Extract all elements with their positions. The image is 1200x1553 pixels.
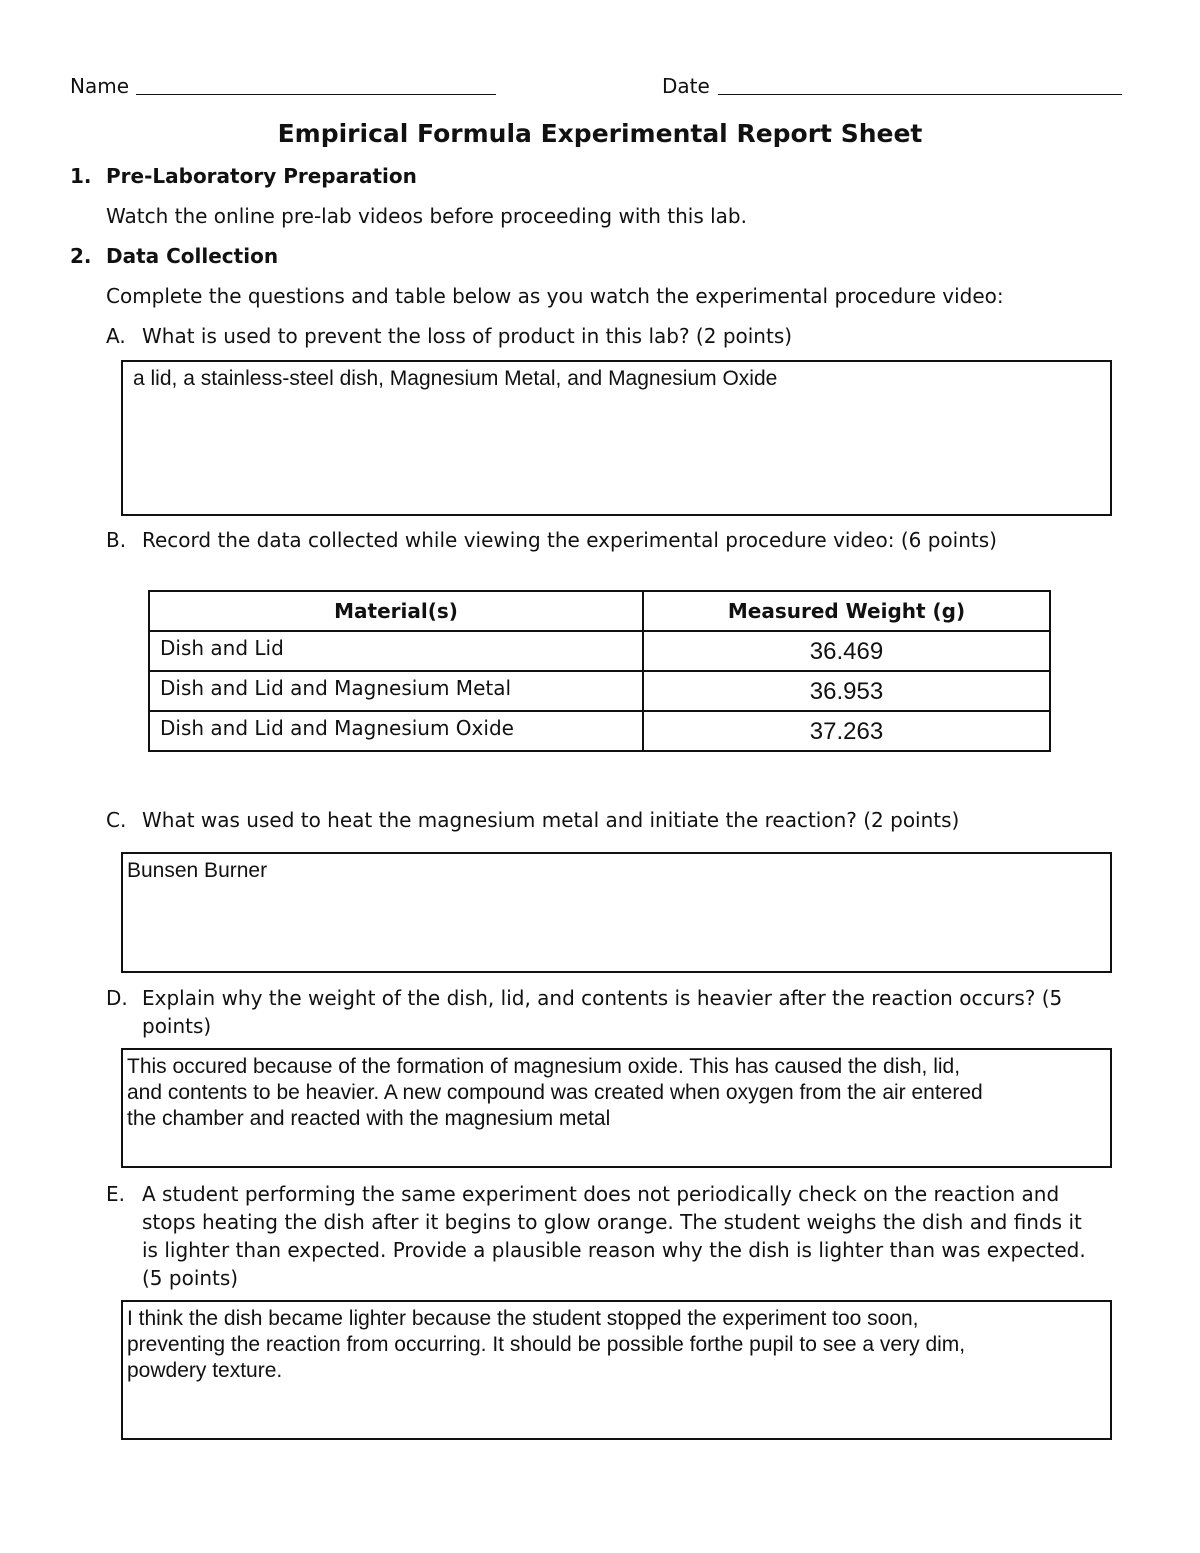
question-a-letter: A. xyxy=(106,324,126,348)
question-e-text-line1: A student performing the same experiment does not periodically check on the reaction and xyxy=(142,1182,1060,1206)
answer-e-line2: preventing the reaction from occurring. It should be possible forthe pupil to see a very dim, xyxy=(127,1333,966,1356)
weight-cell[interactable]: 36.953 xyxy=(643,671,1050,711)
question-a-text: What is used to prevent the loss of product in this lab? (2 points) xyxy=(142,324,793,348)
question-d-text-line2: points) xyxy=(142,1014,212,1038)
answer-e-line1: I think the dish became lighter because the student stopped the experiment too soon, xyxy=(127,1307,919,1330)
name-label: Name xyxy=(70,74,130,98)
header-weight: Measured Weight (g) xyxy=(643,591,1050,631)
material-cell: Dish and Lid and Magnesium Oxide xyxy=(149,711,643,751)
question-e-text-line3: is lighter than expected. Provide a plausible reason why the dish is lighter than was expected. xyxy=(142,1238,1086,1262)
question-c-letter: C. xyxy=(106,808,127,832)
answer-c-text: Bunsen Burner xyxy=(127,859,268,882)
table-row xyxy=(149,631,1050,671)
answer-c-box[interactable] xyxy=(121,852,1112,973)
material-cell: Dish and Lid xyxy=(149,631,643,671)
question-e-text-line2: stops heating the dish after it begins to glow orange. The student weighs the dish and finds it xyxy=(142,1210,1082,1234)
question-d-letter: D. xyxy=(106,986,128,1010)
question-b-text: Record the data collected while viewing the experimental procedure video: (6 points) xyxy=(142,528,997,552)
answer-e-box[interactable] xyxy=(121,1300,1112,1440)
weight-cell[interactable]: 37.263 xyxy=(643,711,1050,751)
section2-intro: Complete the questions and table below as you watch the experimental procedure video: xyxy=(106,284,1004,308)
table-row xyxy=(149,711,1050,751)
weight-cell[interactable]: 36.469 xyxy=(643,631,1050,671)
question-d-text-line1: Explain why the weight of the dish, lid, and contents is heavier after the reaction occurs? (5 xyxy=(142,986,1063,1010)
question-e-letter: E. xyxy=(106,1182,125,1206)
table-row xyxy=(149,671,1050,711)
question-b-letter: B. xyxy=(106,528,127,552)
section2-number: 2. xyxy=(70,244,92,268)
header-material: Material(s) xyxy=(149,591,643,631)
date-label: Date xyxy=(662,74,710,98)
answer-a-box[interactable] xyxy=(121,360,1112,516)
name-field-line[interactable] xyxy=(136,94,496,95)
answer-d-line3: the chamber and reacted with the magnesium metal xyxy=(127,1107,611,1130)
section2-heading: Data Collection xyxy=(106,244,279,268)
section1-text: Watch the online pre-lab videos before proceeding with this lab. xyxy=(106,204,747,228)
answer-d-line2: and contents to be heavier. A new compound was created when oxygen from the air entered xyxy=(127,1081,983,1104)
table-header-row xyxy=(149,591,1050,631)
date-field-line[interactable] xyxy=(718,94,1122,95)
answer-a-text: a lid, a stainless-steel dish, Magnesium Metal, and Magnesium Oxide xyxy=(133,367,778,390)
section1-heading: Pre-Laboratory Preparation xyxy=(106,164,417,188)
data-table xyxy=(148,590,1051,752)
answer-e-line3: powdery texture. xyxy=(127,1359,283,1382)
answer-d-box[interactable] xyxy=(121,1048,1112,1168)
answer-d-line1: This occured because of the formation of magnesium oxide. This has caused the dish, lid, xyxy=(127,1055,961,1078)
page-title: Empirical Formula Experimental Report Sheet xyxy=(277,119,923,148)
question-c-text: What was used to heat the magnesium metal and initiate the reaction? (2 points) xyxy=(142,808,960,832)
question-e-text-line4: (5 points) xyxy=(142,1266,239,1290)
material-cell: Dish and Lid and Magnesium Metal xyxy=(149,671,643,711)
section1-number: 1. xyxy=(70,164,92,188)
